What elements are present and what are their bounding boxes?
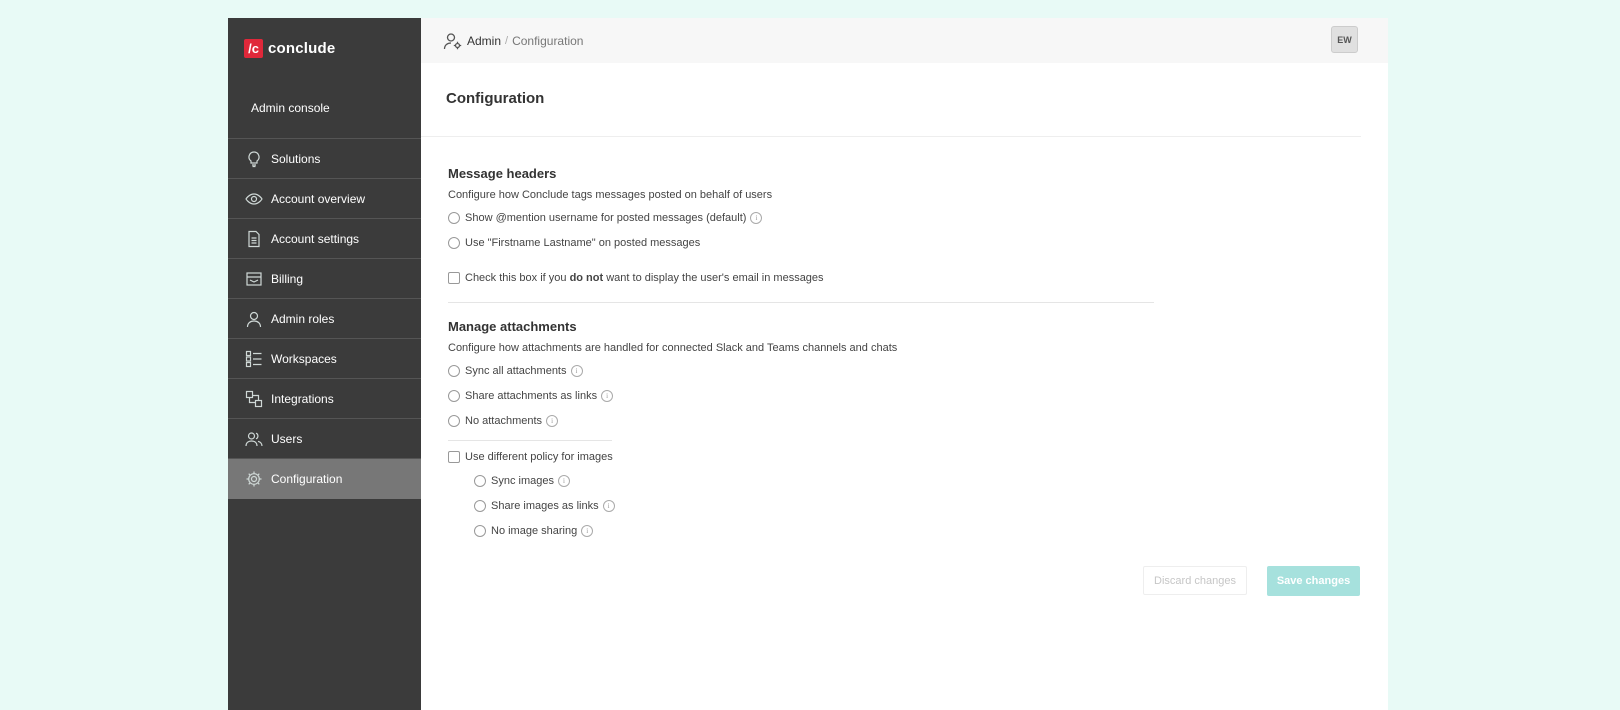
message-headers-title: Message headers	[448, 166, 557, 181]
document-icon	[245, 230, 263, 248]
image-policy-option[interactable]	[448, 451, 613, 463]
top-bar	[421, 18, 1388, 63]
avatar[interactable]: EW	[1331, 26, 1358, 53]
share-images-links-label: Share images as links	[491, 500, 599, 512]
sidebar-item-billing[interactable]	[228, 259, 421, 299]
integrations-icon	[245, 390, 263, 408]
sidebar-item-solutions[interactable]	[228, 139, 421, 179]
share-images-links-option[interactable]	[474, 500, 615, 512]
firstname-lastname-label: Use "Firstname Lastname" on posted messages	[465, 237, 701, 249]
sync-all-attachments-label: Sync all attachments	[465, 365, 567, 377]
firstname-lastname-radio[interactable]	[448, 237, 460, 249]
no-attachments-label: No attachments	[465, 415, 543, 427]
manage-attachments-title: Manage attachments	[448, 319, 577, 334]
sidebar-item-configuration[interactable]	[228, 459, 421, 499]
info-icon[interactable]: i	[603, 500, 615, 512]
no-image-sharing-option[interactable]	[474, 525, 593, 537]
eye-icon	[245, 190, 263, 208]
manage-attachments-description: Configure how attachments are handled for connected Slack and Teams channels and chats	[448, 342, 898, 354]
lightbulb-icon	[245, 150, 263, 168]
hide-email-checkbox[interactable]	[448, 272, 460, 284]
no-attachments-option[interactable]	[448, 415, 558, 427]
sync-all-attachments-radio[interactable]	[448, 365, 460, 377]
attachments-divider	[448, 440, 612, 441]
mention-username-option[interactable]	[448, 212, 762, 224]
sidebar-item-label: Workspaces	[271, 351, 337, 366]
info-icon[interactable]: i	[571, 365, 583, 377]
image-policy-label: Use different policy for images	[465, 451, 613, 463]
firstname-lastname-option[interactable]	[448, 237, 700, 249]
title-divider	[421, 136, 1361, 137]
share-attachments-links-label: Share attachments as links	[465, 390, 598, 402]
sidebar-item-label: Solutions	[271, 151, 321, 166]
sidebar-item-label: Integrations	[271, 391, 334, 406]
sidebar-item-integrations[interactable]	[228, 379, 421, 419]
image-policy-checkbox[interactable]	[448, 451, 460, 463]
share-images-links-radio[interactable]	[474, 500, 486, 512]
breadcrumb-current: Configuration	[512, 33, 584, 48]
sidebar-item-label: Admin roles	[271, 311, 335, 326]
share-attachments-links-option[interactable]	[448, 390, 613, 402]
no-image-sharing-radio[interactable]	[474, 525, 486, 537]
section-divider	[448, 302, 1154, 303]
sidebar-item-account-overview[interactable]	[228, 179, 421, 219]
info-icon[interactable]: i	[546, 415, 558, 427]
billing-icon	[245, 270, 263, 288]
sync-images-option[interactable]	[474, 475, 570, 487]
admin-user-gear-icon	[443, 31, 463, 51]
users-icon	[245, 430, 263, 448]
sidebar-item-admin-roles[interactable]	[228, 299, 421, 339]
sidebar-item-label: Account settings	[271, 231, 360, 246]
message-headers-description: Configure how Conclude tags messages posted on behalf of users	[448, 189, 773, 201]
save-changes-button[interactable]: Save changes	[1267, 566, 1360, 596]
logo-mark: /c	[244, 39, 263, 58]
sidebar-item-workspaces[interactable]	[228, 339, 421, 379]
info-icon[interactable]: i	[581, 525, 593, 537]
sidebar-item-label: Users	[271, 431, 303, 446]
sidebar-item-label: Configuration	[271, 471, 343, 486]
share-attachments-links-radio[interactable]	[448, 390, 460, 402]
info-icon[interactable]: i	[750, 212, 762, 224]
sidebar	[228, 18, 421, 710]
discard-changes-button[interactable]: Discard changes	[1143, 566, 1247, 595]
sync-images-radio[interactable]	[474, 475, 486, 487]
sidebar-item-label: Account overview	[271, 191, 366, 206]
gear-icon	[245, 470, 263, 488]
logo-text: conclude	[268, 39, 336, 57]
sync-all-attachments-option[interactable]	[448, 365, 583, 377]
sidebar-item-label: Billing	[271, 271, 304, 286]
sidebar-item-users[interactable]	[228, 419, 421, 459]
mention-username-label: Show @mention username for posted messages (default)	[465, 212, 747, 224]
list-icon	[245, 350, 263, 368]
info-icon[interactable]: i	[558, 475, 570, 487]
app-window	[228, 18, 1388, 710]
main-content	[421, 18, 1388, 710]
person-icon	[245, 310, 263, 328]
breadcrumb-admin[interactable]: Admin	[467, 33, 502, 48]
no-image-sharing-label: No image sharing	[491, 525, 578, 537]
hide-email-option[interactable]	[448, 272, 824, 284]
logo[interactable]	[228, 18, 421, 78]
sidebar-item-account-settings[interactable]	[228, 219, 421, 259]
admin-console-label: Admin console	[228, 78, 421, 139]
page-title: Configuration	[446, 90, 545, 107]
hide-email-label: Check this box if you do not want to display the user's email in messages	[465, 272, 824, 284]
no-attachments-radio[interactable]	[448, 415, 460, 427]
mention-username-radio[interactable]	[448, 212, 460, 224]
info-icon[interactable]: i	[601, 390, 613, 402]
breadcrumb-separator: /	[505, 34, 509, 47]
sync-images-label: Sync images	[491, 475, 554, 487]
